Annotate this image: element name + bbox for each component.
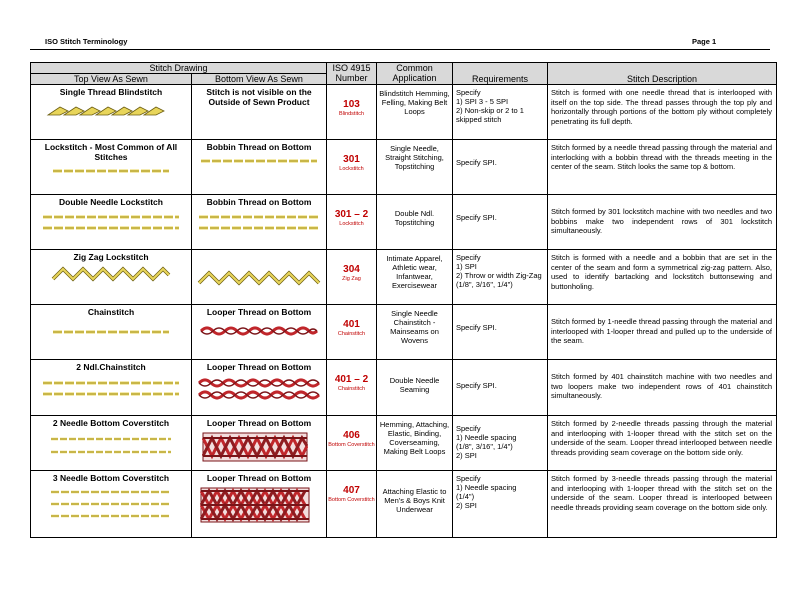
- two-needle-coverstitch-bottom-drawing: [202, 432, 308, 462]
- iso-header-line1: ISO 4915: [332, 63, 371, 73]
- top-view-label: 3 Needle Bottom Coverstitch: [52, 473, 170, 483]
- lockstitch-bottom-drawing: [199, 156, 319, 166]
- description-cell: [548, 416, 777, 471]
- header-rule: [30, 49, 770, 50]
- top-view-label: Lockstitch - Most Common of All Stitches: [44, 142, 178, 162]
- blindstitch-top-drawing: [46, 101, 176, 121]
- application-cell: [377, 471, 453, 538]
- page-number: Page 1: [692, 37, 717, 46]
- lockstitch-top-drawing: [51, 166, 171, 176]
- bottom-view-cell: [192, 305, 327, 360]
- iso-number-header: [327, 63, 377, 85]
- requirements-text: Specify SPI.: [456, 158, 497, 167]
- stitch-drawing-header: Stitch Drawing: [31, 63, 327, 74]
- common-application: Intimate Apparel, Athletic wear, Infantwear, Exercisewear: [386, 254, 443, 290]
- iso-cell: [327, 471, 377, 538]
- top-view-label: Chainstitch: [87, 307, 135, 317]
- bottom-view-label: Looper Thread on Bottom: [206, 362, 312, 372]
- top-view-label: 2 Ndl.Chainstitch: [76, 362, 146, 372]
- requirements-text: Specify 1) SPI 3 - 5 SPI 2) Non-skip or 2 to 1 skipped stitch: [456, 88, 524, 124]
- iso-cell: [327, 360, 377, 416]
- table-row: [31, 250, 777, 305]
- requirements-cell: [453, 140, 548, 195]
- iso-type: Blindstitch: [338, 111, 365, 117]
- stitch-description: Stitch formed by 1-needle thread passing through the material and interlooped with 1-looper thread and pulled up to the underside of the seam.: [551, 317, 772, 345]
- application-cell: [377, 140, 453, 195]
- zigzag-bottom-drawing: [197, 270, 321, 286]
- three-needle-coverstitch-bottom-drawing: [200, 487, 310, 523]
- iso-number: 401: [343, 319, 360, 330]
- requirements-cell: [453, 250, 548, 305]
- bottom-view-cell: [192, 85, 327, 140]
- bottom-view-cell: [192, 416, 327, 471]
- stitch-description: Stitch formed by a needle thread passing through the material and interlocking with a bobbin thread with the threads meeting in the center of the seam. Stitch looks the same top & bottom.: [551, 143, 772, 171]
- stitch-description: Stitch formed by 401 chainstitch machine with two needles and two loopers make two independent rows of 401 chainstitch simultaneously.: [551, 372, 772, 400]
- top-view-cell: [31, 250, 192, 305]
- iso-number: 301: [343, 154, 360, 165]
- double-lockstitch-bottom-drawing: [197, 211, 321, 233]
- description-cell: [548, 360, 777, 416]
- iso-cell: [327, 195, 377, 250]
- common-application: Blindstitch Hemming, Felling, Making Belt Loops: [379, 89, 450, 116]
- common-application: Single Needle Chainstitch - Mainseams on Wovens: [390, 309, 439, 345]
- application-cell: [377, 195, 453, 250]
- iso-cell: [327, 250, 377, 305]
- iso-number: 304: [343, 264, 360, 275]
- requirements-cell: [453, 360, 548, 416]
- stitch-description: Stitch is formed with one needle thread that is interlooped with itself on the top side. The thread passes through the top ply and horizontally through portions of the bottom ply without completely penetrating its full depth.: [551, 88, 772, 126]
- requirements-cell: [453, 195, 548, 250]
- requirements-cell: [453, 305, 548, 360]
- application-cell: [377, 85, 453, 140]
- common-application: Single Needle, Straight Stitching, Topstitching: [385, 144, 444, 171]
- iso-cell: [327, 85, 377, 140]
- stitch-description: Stitch formed by 301 lockstitch machine with two needles and two bobbins make two independent rows of 301 lockstitch simultaneously.: [551, 207, 772, 235]
- iso-number: 406: [343, 430, 360, 441]
- requirements-header: Requirements: [453, 63, 548, 85]
- bottom-view-cell: [192, 195, 327, 250]
- description-header: Stitch Description: [548, 63, 777, 85]
- table-row: [31, 140, 777, 195]
- bottom-view-label: Stitch is not visible on the Outside of Sewn Product: [206, 87, 312, 107]
- requirements-text: Specify 1) Needle spacing (1/4") 2) SPI: [456, 474, 517, 510]
- iso-type: Chainstitch: [337, 386, 366, 392]
- iso-cell: [327, 140, 377, 195]
- application-cell: [377, 360, 453, 416]
- two-needle-coverstitch-top-drawing: [49, 432, 173, 458]
- top-view-cell: [31, 140, 192, 195]
- common-application-header: [377, 63, 453, 85]
- requirements-cell: [453, 471, 548, 538]
- top-view-header: Top View As Sewn: [31, 74, 192, 85]
- requirements-text: Specify 1) SPI 2) Throw or width Zig-Zag (1/8", 3/16", 1/4"): [456, 253, 542, 289]
- table-row: [31, 471, 777, 538]
- requirements-cell: [453, 416, 548, 471]
- stitch-description: Stitch formed by 2-needle threads passing through the material and interlooping with 1-looper thread with the stitch set on the underside of the seam. Looper thread interlooped between needle threads providing seam coverage on the bottom side only.: [551, 419, 772, 457]
- application-cell: [377, 416, 453, 471]
- description-cell: [548, 85, 777, 140]
- top-view-label: Single Thread Blindstitch: [59, 87, 163, 97]
- application-cell: [377, 305, 453, 360]
- iso-type: Chainstitch: [337, 331, 366, 337]
- bottom-view-label: Bobbin Thread on Bottom: [206, 142, 312, 152]
- double-chainstitch-top-drawing: [41, 376, 181, 400]
- top-view-label: 2 Needle Bottom Coverstitch: [52, 418, 170, 428]
- iso-cell: [327, 416, 377, 471]
- bottom-view-cell: [192, 360, 327, 416]
- bottom-view-label: Bobbin Thread on Bottom: [206, 197, 312, 207]
- top-view-cell: [31, 195, 192, 250]
- table-row: [31, 360, 777, 416]
- requirements-text: Specify SPI.: [456, 381, 497, 390]
- iso-header-line2: Number: [335, 73, 368, 83]
- description-cell: [548, 471, 777, 538]
- top-view-cell: [31, 85, 192, 140]
- top-view-label: Zig Zag Lockstitch: [73, 252, 149, 262]
- iso-type: Bottom Coverstitch: [328, 442, 375, 448]
- top-view-label: Double Needle Lockstitch: [59, 197, 163, 207]
- iso-type: Lockstitch: [339, 166, 364, 172]
- description-cell: [548, 305, 777, 360]
- iso-number: 103: [343, 99, 360, 110]
- description-cell: [548, 250, 777, 305]
- iso-number: 301 – 2: [334, 209, 369, 220]
- zigzag-top-drawing: [51, 266, 171, 282]
- requirements-text: Specify 1) Needle spacing (1/8", 3/16", 1/4") 2) SPI: [456, 424, 517, 460]
- iso-type: Lockstitch: [339, 221, 364, 227]
- common-header-line2: Application: [392, 73, 437, 83]
- common-application: Attaching Elastic to Men's & Boys Knit Underwear: [382, 487, 447, 514]
- stitch-description: Stitch is formed with a needle and a bobbin that are set in the center of the seam and form a symmetrical zig-zag pattern. Also, used to identify bartacking and lockstitch buttonsewing and buttonholing.: [551, 253, 772, 291]
- top-view-cell: [31, 471, 192, 538]
- iso-number: 401 – 2: [334, 374, 369, 385]
- table-row: [31, 85, 777, 140]
- description-cell: [548, 140, 777, 195]
- table-row: [31, 305, 777, 360]
- iso-type: Bottom Coverstitch: [328, 497, 375, 503]
- top-view-cell: [31, 360, 192, 416]
- top-view-cell: [31, 416, 192, 471]
- iso-number: 407: [343, 485, 360, 496]
- top-view-cell: [31, 305, 192, 360]
- chainstitch-bottom-drawing: [199, 325, 319, 337]
- table-row: [31, 416, 777, 471]
- common-header-line1: Common: [396, 63, 433, 73]
- iso-cell: [327, 305, 377, 360]
- application-cell: [377, 250, 453, 305]
- document-title: ISO Stitch Terminology: [45, 37, 128, 46]
- stitch-table: [30, 62, 777, 538]
- requirements-text: Specify SPI.: [456, 323, 497, 332]
- chainstitch-top-drawing: [51, 327, 171, 337]
- stitch-description: Stitch formed by 3-needle threads passing through the material and interlooping with 1-looper thread with the stitch set on the underside of the seam. Looper thread is interlooped between needle threads providing seam coverage on the bottom side only.: [551, 474, 772, 512]
- bottom-view-label: Looper Thread on Bottom: [206, 418, 312, 428]
- common-application: Double Needle Seaming: [389, 376, 440, 394]
- bottom-view-label: Looper Thread on Bottom: [206, 473, 312, 483]
- bottom-view-cell: [192, 140, 327, 195]
- iso-type: Zig Zag: [342, 276, 361, 282]
- three-needle-coverstitch-top-drawing: [49, 487, 173, 521]
- requirements-text: Specify SPI.: [456, 213, 497, 222]
- double-lockstitch-top-drawing: [41, 211, 181, 233]
- requirements-cell: [453, 85, 548, 140]
- double-chainstitch-bottom-drawing: [197, 376, 321, 402]
- common-application: Double Ndl. Topstitching: [394, 209, 435, 227]
- bottom-view-label: Looper Thread on Bottom: [206, 307, 312, 317]
- bottom-view-cell: [192, 250, 327, 305]
- bottom-view-cell: [192, 471, 327, 538]
- description-cell: [548, 195, 777, 250]
- bottom-view-header: Bottom View As Sewn: [192, 74, 327, 85]
- common-application: Hemming, Attaching, Elastic, Binding, Coverseaming, Making Belt Loops: [379, 420, 450, 456]
- table-row: [31, 195, 777, 250]
